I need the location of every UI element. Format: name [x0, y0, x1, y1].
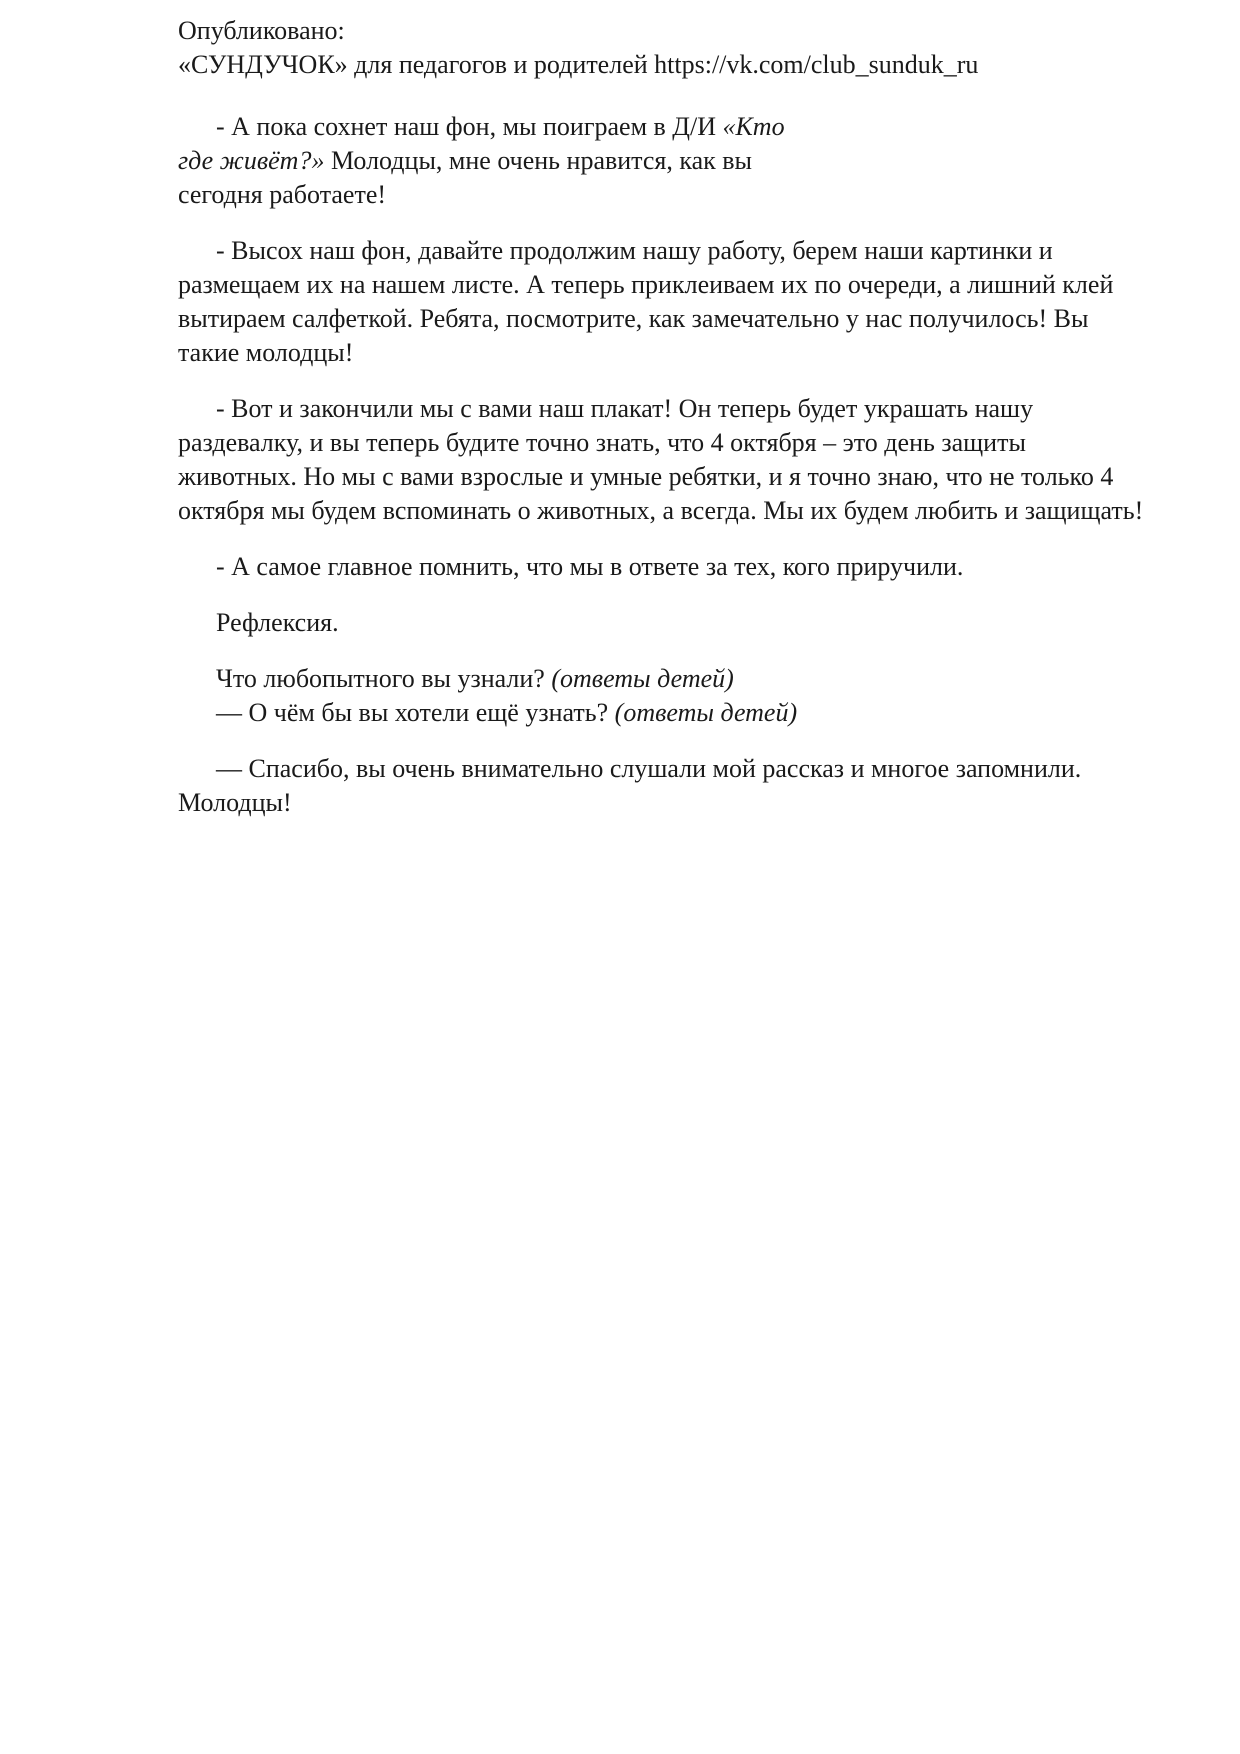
source-line: «СУНДУЧОК» для педагогов и родителей https://vk.com/club_sunduk_ru: [178, 50, 979, 79]
question-want-to-know: [178, 696, 1148, 730]
published-label: Опубликовано:: [178, 16, 345, 45]
question-want-to-know-note: (ответы детей): [614, 698, 798, 727]
paragraph-thanks: — Спасибо, вы очень внимательно слушали мой рассказ и многое запомнили. Молодцы!: [178, 754, 1082, 817]
paragraph-game-tail: Молодцы, мне очень нравится, как вы сегодня работаете!: [178, 146, 753, 209]
paragraph-game: [178, 110, 818, 212]
paragraph-main-point: - А самое главное помнить, что мы в ответе за тех, кого приручили.: [216, 552, 964, 581]
game-title: «Кто где живёт?»: [178, 112, 785, 175]
document-page: [178, 14, 1148, 820]
question-learned: [178, 662, 1148, 696]
question-want-to-know-text: — О чём бы вы хотели ещё узнать?: [216, 698, 615, 727]
question-learned-text: Что любопытного вы узнали?: [216, 664, 552, 693]
paragraph-background: - Высох наш фон, давайте продолжим нашу работу, берем наши картинки и размещаем их на нашем листе. А теперь приклеиваем их по очереди, а лишний клей вытираем салфеткой. Ребята, посмотрите, как замечательно у нас получилось! Вы такие молодцы!: [178, 236, 1114, 367]
question-learned-note: (ответы детей): [551, 664, 734, 693]
paragraph-reflection: Рефлексия.: [216, 608, 339, 637]
publication-header: [178, 14, 1148, 82]
paragraph-poster: - Вот и закончили мы с вами наш плакат! Он теперь будет украшать нашу раздевалку, и вы теперь будите точно знать, что 4 октября – это день защиты животных. Но мы с вами взрослые и умные ребятки, и я точно знаю, что не только 4 октября мы будем вспоминать о животных, а всегда. Мы их будем любить и защищать!: [178, 394, 1144, 525]
paragraph-game-lead: - А пока сохнет наш фон, мы поиграем в Д/И: [216, 112, 723, 141]
